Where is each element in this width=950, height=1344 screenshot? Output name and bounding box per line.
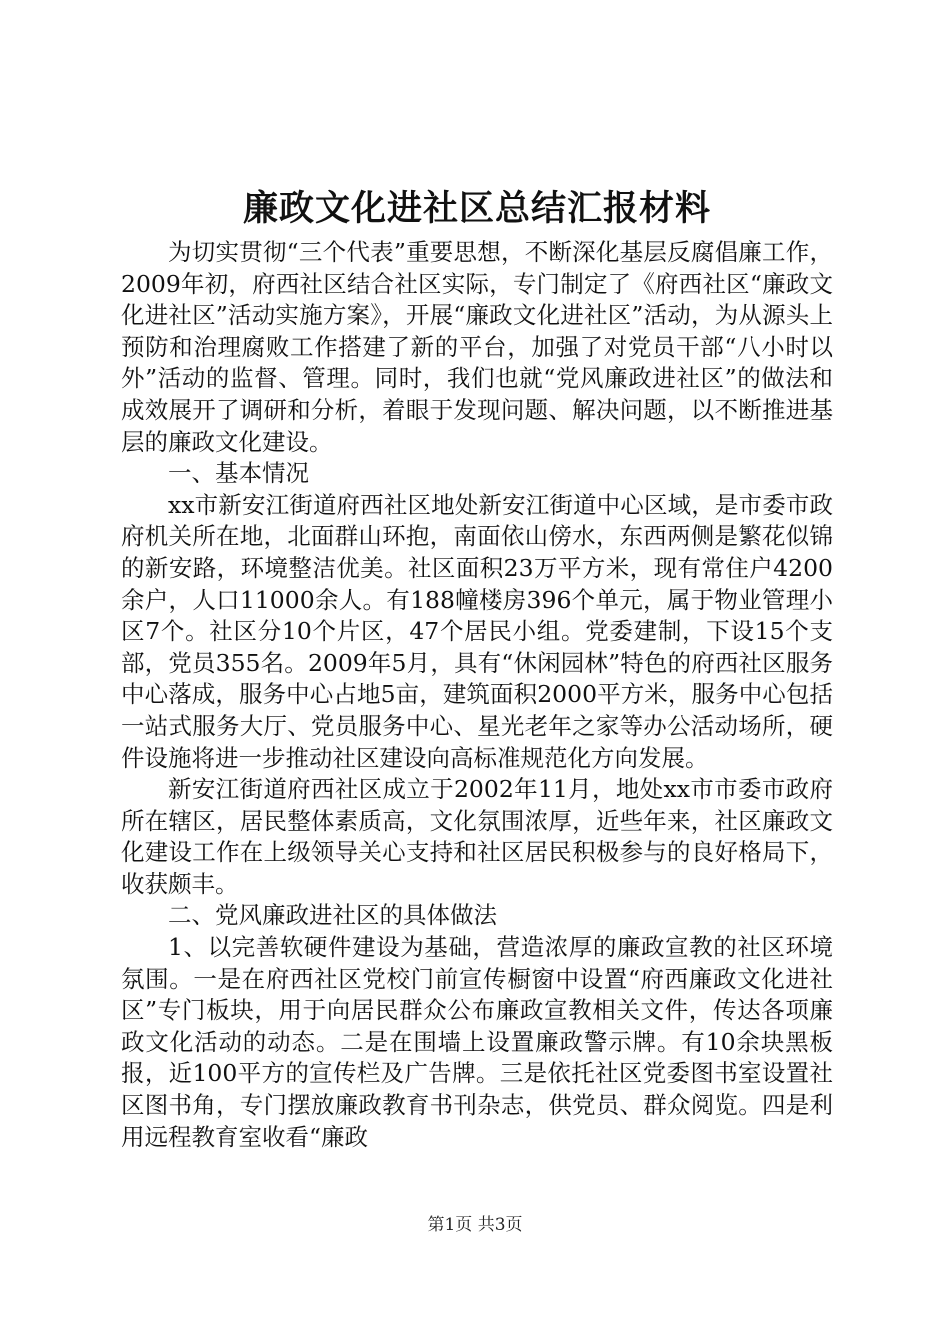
paragraph-community-overview: xx市新安江街道府西社区地处新安江街道中心区域，是市委市政府机关所在地，北面群山环抱，南面依山傍水，东西两侧是繁花似锦的新安路，环境整洁优美。社区面积23万平方米，现有常住户4200余户，人口11000余人。有188幢楼房396个单元，属于物业管理小区7个。社区分10个片区，47个居民小组。党委建制，下设15个支部，党员355名。2009年5月，具有“休闲园林”特色的府西社区服务中心落成，服务中心占地5亩，建筑面积2000平方米，服务中心包括一站式服务大厅、党员服务中心、星光老年之家等办公活动场所，硬件设施将进一步推动社区建设向高标准规范化方向发展。 [121, 490, 833, 772]
document-body [121, 185, 833, 1153]
section-heading-basic-situation: 一、基本情况 [168, 459, 309, 488]
document-title: 廉政文化进社区总结汇报材料 [242, 188, 711, 229]
section-heading-practices: 二、党风廉政进社区的具体做法 [168, 901, 497, 930]
paragraph-intro: 为切实贯彻“三个代表”重要思想，不断深化基层反腐倡廉工作，2009年初，府西社区结合社区实际，专门制定了《府西社区“廉政文化进社区”活动实施方案》，开展“廉政文化进社区”活动，为从源头上预防和治理腐败工作搭建了新的平台，加强了对党员干部“八小时以外”活动的监督、管理。同时，我们也就“党风廉政进社区”的做法和成效展开了调研和分析，着眼于发现问题、解决问题，以不断推进基层的廉政文化建设。 [121, 238, 833, 456]
paragraph-practice-one: 1、以完善软硬件建设为基础，营造浓厚的廉政宣教的社区环境氛围。一是在府西社区党校门前宣传橱窗中设置“府西廉政文化进社区”专门板块，用于向居民群众公布廉政宣教相关文件，传达各项廉政文化活动的动态。二是在围墙上设置廉政警示牌。有10余块黑板报，近100平方的宣传栏及广告牌。三是依托社区党委图书室设置社区图书角，专门摆放廉政教育书刊杂志，供党员、群众阅览。四是利用远程教育室收看“廉政 [121, 933, 833, 1151]
paragraph-community-history: 新安江街道府西社区成立于2002年11月，地处xx市市委市政府所在辖区，居民整体素质高，文化氛围浓厚，近些年来，社区廉政文化建设工作在上级领导关心支持和社区居民积极参与的良好格局下，收获颇丰。 [121, 775, 833, 898]
page-indicator: 第1页 共3页 [427, 1215, 523, 1235]
